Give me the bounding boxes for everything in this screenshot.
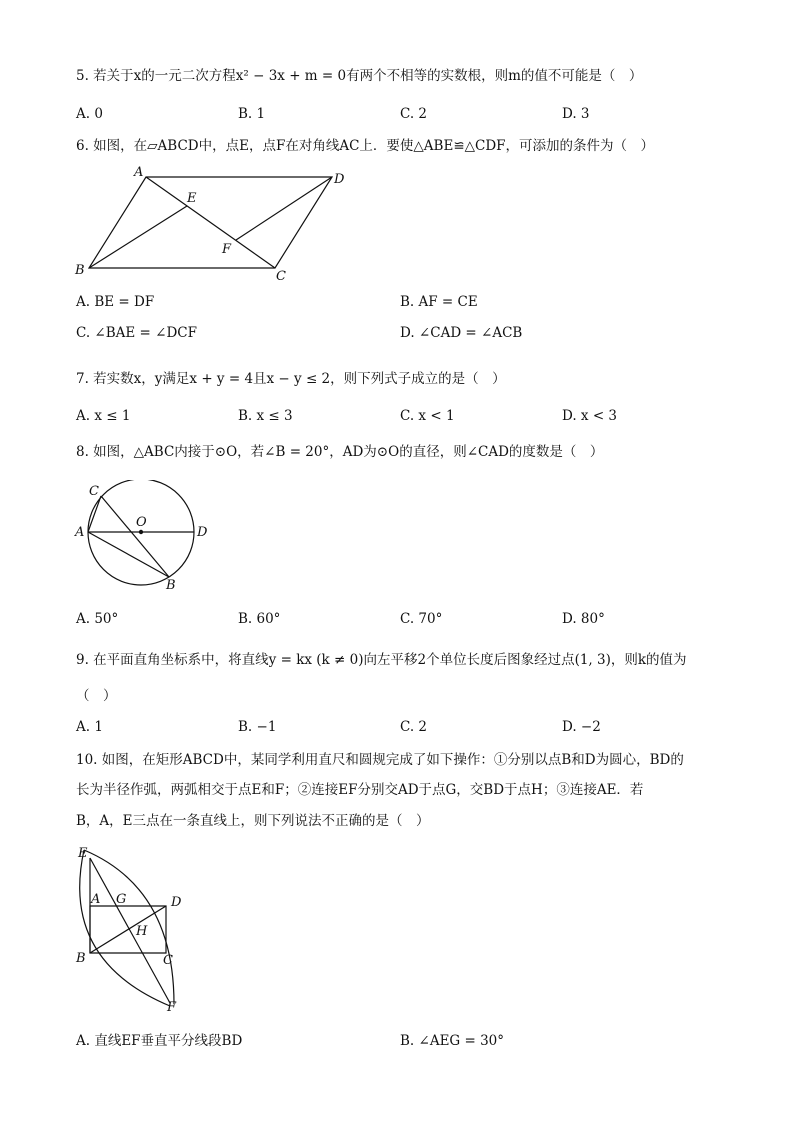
label-e: E xyxy=(187,191,197,206)
q7-option-d: D. x < 3 xyxy=(562,408,618,424)
q9-option-c: C. 2 xyxy=(400,719,428,735)
q6-stem: 6. 如图，在▱ABCD中，点E，点F在对角线AC上．要使△ABE≌△CDF，可添加的条件为（ ） xyxy=(76,138,655,154)
q6-option-b: B. AF = CE xyxy=(400,294,478,310)
diagonal-ac xyxy=(146,177,275,268)
q9-option-d: D. −2 xyxy=(562,719,601,735)
label-d: D xyxy=(197,525,208,540)
label-g: G xyxy=(116,892,127,907)
label-b: B xyxy=(75,263,85,278)
q5-option-c: C. 2 xyxy=(400,106,428,122)
q8-option-d: D. 80° xyxy=(562,611,605,627)
segment-df xyxy=(236,177,332,240)
arc-centered-d xyxy=(80,850,170,1006)
segment-be xyxy=(89,206,187,268)
label-b: B xyxy=(166,578,176,593)
q10-option-b: B. ∠AEG = 30° xyxy=(400,1033,505,1049)
label-c: C xyxy=(276,269,286,284)
q9-stem-line1: 9. 在平面直角坐标系中，将直线y = kx (k ≠ 0)向左平移2个单位长度后图象经过点(1, 3)，则k的值为 xyxy=(76,652,687,668)
label-h: H xyxy=(136,924,148,939)
q7-stem: 7. 若实数x，y满足x + y = 4且x − y ≤ 2，则下列式子成立的是（ ） xyxy=(76,371,506,387)
q8-circle-figure xyxy=(70,480,220,595)
q5-option-d: D. 3 xyxy=(562,106,590,122)
q7-option-c: C. x < 1 xyxy=(400,408,455,424)
q9-stem-line2: （ ） xyxy=(76,688,117,704)
segment-ab xyxy=(88,532,169,577)
segment-ac xyxy=(88,496,101,532)
label-a: A xyxy=(91,892,101,907)
label-a: A xyxy=(134,165,144,180)
q6-option-a: A. BE = DF xyxy=(76,294,155,310)
label-o: O xyxy=(136,515,147,530)
q6-option-d: D. ∠CAD = ∠ACB xyxy=(400,325,523,341)
center-point-o xyxy=(139,530,142,533)
label-e: E xyxy=(78,846,88,861)
arc-centered-b xyxy=(84,850,174,1004)
q10-stem-line1: 10. 如图，在矩形ABCD中，某同学利用直尺和圆规完成了如下操作：①分别以点B和D为圆心，BD的 xyxy=(76,752,684,768)
label-d: D xyxy=(334,172,345,187)
q9-option-b: B. −1 xyxy=(238,719,277,735)
label-d: D xyxy=(171,895,182,910)
label-b: B xyxy=(76,951,86,966)
q8-stem: 8. 如图，△ABC内接于⊙O，若∠B = 20°，AD为⊙O的直径，则∠CAD的度数是（ ） xyxy=(76,444,604,460)
q8-option-c: C. 70° xyxy=(400,611,443,627)
q5-option-a: A. 0 xyxy=(76,106,103,122)
segment-cb xyxy=(101,496,169,577)
q5-option-b: B. 1 xyxy=(238,106,266,122)
q10-rectangle-figure xyxy=(70,840,190,1015)
q6-parallelogram-figure xyxy=(70,160,360,285)
label-c: C xyxy=(163,953,173,968)
label-a: A xyxy=(75,525,85,540)
q8-option-a: A. 50° xyxy=(76,611,119,627)
q7-option-b: B. x ≤ 3 xyxy=(238,408,293,424)
q10-stem-line3: B，A，E三点在一条直线上，则下列说法不正确的是（ ） xyxy=(76,813,430,829)
q10-stem-line2: 长为半径作弧，两弧相交于点E和F；②连接EF分别交AD于点G，交BD于点H；③连接AE．若 xyxy=(76,782,644,798)
label-c: C xyxy=(89,484,99,499)
q9-option-a: A. 1 xyxy=(76,719,103,735)
q5-stem: 5. 若关于x的一元二次方程x² − 3x + m = 0有两个不相等的实数根，则m的值不可能是（ ） xyxy=(76,68,643,84)
q7-option-a: A. x ≤ 1 xyxy=(76,408,131,424)
label-f: F xyxy=(222,242,232,257)
label-f: F xyxy=(167,1000,177,1015)
q6-option-c: C. ∠BAE = ∠DCF xyxy=(76,325,197,341)
q10-option-a: A. 直线EF垂直平分线段BD xyxy=(76,1033,243,1049)
q8-option-b: B. 60° xyxy=(238,611,281,627)
